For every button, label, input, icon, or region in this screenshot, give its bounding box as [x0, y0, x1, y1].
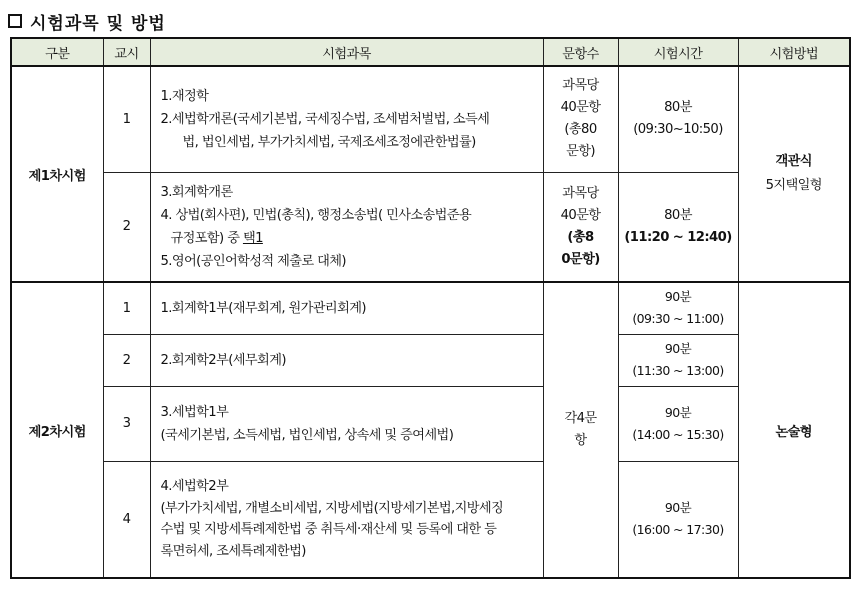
exam-time-cell: 90분 (09:30 ~ 11:00) — [618, 282, 738, 334]
choose-one-text: 택1 — [242, 230, 263, 246]
table-row — [11, 386, 850, 461]
exam-time-cell: 90분 (14:00 ~ 15:30) — [618, 386, 738, 461]
exam-time-cell: 90분 (16:00 ~ 17:30) — [618, 461, 738, 578]
header-category: 구분 — [11, 38, 103, 66]
header-question-count: 문항수 — [543, 38, 618, 66]
period-cell: 1 — [103, 282, 150, 334]
table-row — [11, 172, 850, 282]
exam-time-cell: 90분 (11:30 ~ 13:00) — [618, 334, 738, 386]
first-exam-label: 제1차시험 — [11, 66, 103, 282]
header-exam-time: 시험시간 — [618, 38, 738, 66]
section-title — [8, 8, 166, 34]
subjects-cell: 2.회계학2부(세무회계) — [150, 334, 543, 386]
header-exam-method: 시험방법 — [738, 38, 850, 66]
table-row — [11, 66, 850, 172]
subjects-cell: 4.세법학2부 (부가가치세법, 개별소비세법, 지방세법(지방세기본법,지방세징 수법 및 지방세특례제한법 중 취득세·재산세 및 등록에 대한 등 록면허세, 조세특례제한법) — [150, 461, 543, 578]
header-row — [11, 38, 850, 66]
section-title-text: 시험과목 및 방법 — [30, 13, 166, 34]
subjects-cell: 3.세법학1부 (국세기본법, 소득세법, 법인세법, 상속세 및 증여세법) — [150, 386, 543, 461]
period-cell: 3 — [103, 386, 150, 461]
exam-time-cell: 80분 (09:30~10:50) — [618, 66, 738, 172]
header-subjects: 시험과목 — [150, 38, 543, 66]
subjects-cell: 1.회계학1부(재무회계, 원가관리회계) — [150, 282, 543, 334]
subjects-cell: 1.재정학 2.세법학개론(국세기본법, 국세징수법, 조세범처벌법, 소득세 법, 법인세법, 부가가치세법, 국제조세조정에관한법률) — [150, 66, 543, 172]
second-exam-question-count: 각4문 항 — [543, 282, 618, 578]
question-count-cell: 과목당 40문항 (총80 문항) — [543, 66, 618, 172]
first-exam-method: 객관식 5지택일형 — [738, 66, 850, 282]
period-cell: 2 — [103, 334, 150, 386]
checkbox-square-icon — [8, 14, 22, 28]
exam-time-cell: 80분 (11:20 ~ 12:40) — [618, 172, 738, 282]
period-cell: 4 — [103, 461, 150, 578]
subjects-cell: 3.회계학개론 4. 상법(회사편), 민법(총칙), 행정소송법( 민사소송법준용 규정포함) 중 택1 5.영어(공인어학성적 제출로 대체) — [150, 172, 543, 282]
table-row — [11, 334, 850, 386]
second-exam-label: 제2차시험 — [11, 282, 103, 578]
table-row — [11, 282, 850, 334]
exam-table — [10, 37, 851, 579]
period-cell: 1 — [103, 66, 150, 172]
question-count-cell: 과목당 40문항 (총8 0문항) — [543, 172, 618, 282]
table-row — [11, 461, 850, 578]
period-cell: 2 — [103, 172, 150, 282]
header-period: 교시 — [103, 38, 150, 66]
second-exam-method: 논술형 — [738, 282, 850, 578]
